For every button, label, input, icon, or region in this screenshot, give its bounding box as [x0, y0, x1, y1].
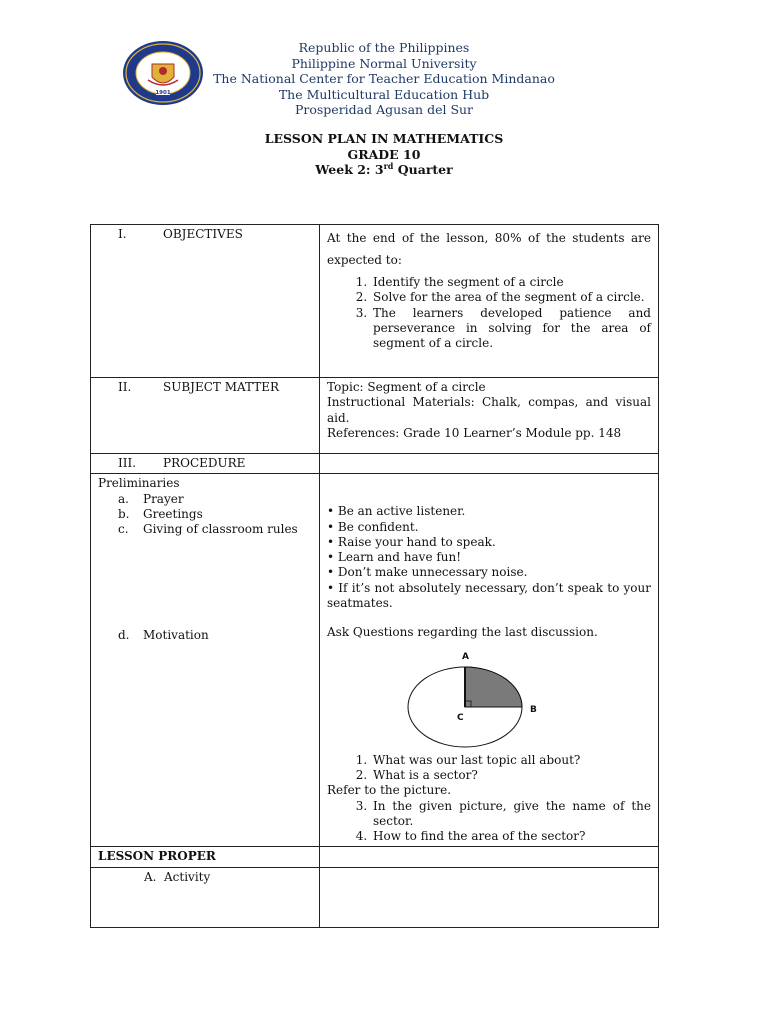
- objectives-label-cell: [91, 225, 320, 378]
- list-item: 1. Identify the segment of a circle: [371, 275, 651, 290]
- header-hub: The Multicultural Education Hub: [278, 86, 490, 102]
- picture-questions-list: [327, 799, 651, 845]
- step-label: Greetings: [143, 506, 203, 521]
- procedure-content-cell: [320, 474, 659, 847]
- title-week: [200, 162, 568, 178]
- topic-text: Topic: Segment of a circle: [327, 380, 486, 394]
- activity-label: Activity: [164, 869, 211, 884]
- procedure-steps-list: [98, 492, 312, 644]
- list-item: 3. In the given picture, give the name of the sector.: [371, 799, 651, 830]
- seal-year: 1901: [155, 90, 171, 96]
- list-item: • Be an active listener.: [327, 504, 466, 519]
- week-suffix: Quarter: [393, 162, 453, 177]
- table-row: [91, 378, 659, 454]
- step-letter: d.: [118, 628, 130, 643]
- list-item: [98, 492, 312, 507]
- header-location: Prosperidad Agusan del Sur: [294, 102, 474, 117]
- subject-matter-heading: SUBJECT MATTER: [163, 380, 280, 394]
- table-row: [91, 225, 659, 378]
- list-item: • Learn and have fun!: [327, 550, 462, 565]
- header-center: The National Center for Teacher Education Mindanao: [213, 71, 555, 86]
- header-republic: Republic of the Philippines: [298, 40, 470, 55]
- week-superscript: rd: [383, 160, 394, 171]
- activity-letter: A.: [144, 869, 157, 884]
- roman-numeral: I.: [118, 227, 127, 241]
- header-university: Philippine Normal University: [291, 55, 477, 71]
- refer-text: Refer to the picture.: [327, 783, 452, 798]
- lesson-proper-empty-cell: [320, 847, 659, 867]
- list-item: [98, 522, 312, 537]
- lesson-plan-title: [200, 131, 568, 178]
- title-subject: LESSON PLAN IN MATHEMATICS: [264, 131, 504, 146]
- list-item: 2. Solve for the area of the segment of a circle.: [371, 290, 651, 305]
- roman-numeral: II.: [118, 380, 132, 394]
- list-item: • Raise your hand to speak.: [327, 534, 496, 549]
- table-row: [91, 454, 659, 474]
- table-row: [91, 847, 659, 867]
- list-item: 4. How to find the area of the sector?: [371, 829, 651, 844]
- lesson-proper-heading: LESSON PROPER: [91, 847, 320, 867]
- subject-matter-content-cell: [320, 378, 659, 454]
- university-seal-icon: [122, 40, 204, 106]
- week-prefix: Week 2: 3: [315, 162, 384, 177]
- list-item: • If it’s not absolutely necessary, don’t speak to your seatmates.: [327, 580, 651, 611]
- preliminaries-cell: [91, 474, 320, 847]
- step-letter: c.: [118, 522, 129, 537]
- title-grade: GRADE 10: [347, 146, 421, 162]
- table-row: [91, 474, 659, 847]
- point-label-a: A: [462, 651, 469, 662]
- point-label-b: B: [530, 704, 537, 715]
- list-item: [98, 628, 312, 643]
- objectives-intro: At the end of the lesson, 80% of the students are expected to:: [327, 231, 651, 267]
- step-label: Giving of classroom rules: [143, 522, 298, 537]
- classroom-rules-list: [327, 504, 651, 611]
- materials-text: Instructional Materials: Chalk, compas, and visual aid.: [327, 395, 651, 425]
- step-letter: a.: [118, 491, 129, 506]
- subject-matter-label-cell: [91, 378, 320, 454]
- school-header: [200, 40, 568, 118]
- list-item: [98, 507, 312, 522]
- list-item: 2. What is a sector?: [371, 768, 651, 783]
- step-label: Motivation: [143, 628, 209, 643]
- procedure-empty-cell: [320, 454, 659, 474]
- objectives-list: [327, 275, 651, 351]
- preliminaries-heading: Preliminaries: [98, 476, 180, 491]
- list-item: 1. What was our last topic all about?: [371, 753, 651, 768]
- activity-cell: [91, 867, 320, 927]
- motivation-questions-list: [327, 753, 651, 784]
- references-text: References: Grade 10 Learner’s Module pp. 148: [327, 425, 622, 440]
- list-item: • Don’t make unnecessary noise.: [327, 565, 528, 580]
- step-letter: b.: [118, 506, 130, 521]
- table-row: [91, 867, 659, 927]
- motivation-intro: Ask Questions regarding the last discussion.: [327, 625, 598, 640]
- lesson-plan-table: [90, 224, 659, 928]
- objectives-content-cell: [320, 225, 659, 378]
- procedure-heading: PROCEDURE: [163, 456, 246, 470]
- list-item: • Be confident.: [327, 519, 419, 534]
- list-item: 3. The learners developed patience and perseverance in solving for the area of segment of a circle.: [371, 306, 651, 352]
- sector-diagram: [407, 649, 547, 749]
- roman-numeral: III.: [118, 456, 137, 470]
- objectives-heading: OBJECTIVES: [163, 227, 243, 241]
- activity-content-cell: [320, 867, 659, 927]
- procedure-label-cell: [91, 454, 320, 474]
- step-label: Prayer: [143, 491, 184, 506]
- sector-shape: [465, 667, 522, 707]
- point-label-c: C: [457, 712, 464, 723]
